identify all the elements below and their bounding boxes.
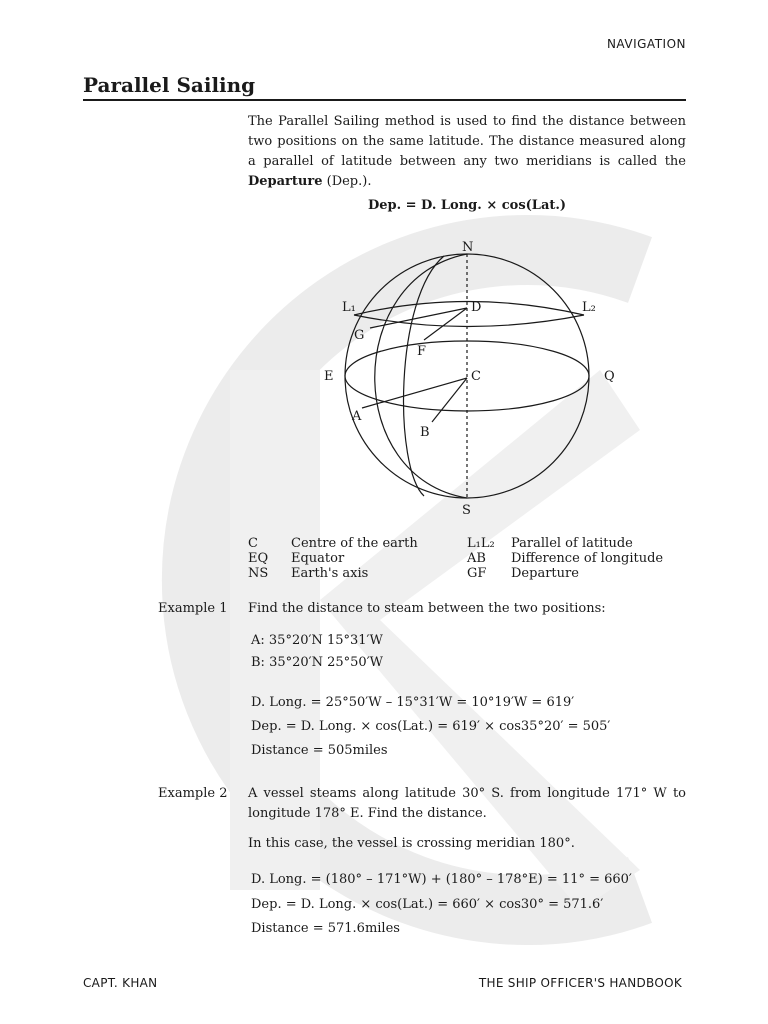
label-C: C: [471, 369, 481, 384]
label-N: N: [462, 240, 474, 255]
line-BC: [432, 378, 467, 422]
legend-left: [248, 536, 418, 581]
example1-question: Find the distance to steam between the two positions:: [248, 601, 606, 616]
line-GD: [370, 308, 467, 328]
legend-desc: Difference of longitude: [511, 551, 664, 566]
example2-dlong: D. Long. = (180° – 171°W) + (180° – 178°E) = 11° = 660′: [251, 872, 632, 887]
label-S: S: [462, 503, 471, 518]
running-head: NAVIGATION: [606, 37, 686, 51]
legend-key: EQ: [248, 551, 269, 566]
example1-dep: Dep. = D. Long. × cos(Lat.) = 619′ × cos35°20′ = 505′: [251, 719, 611, 734]
legend-row: [248, 551, 418, 566]
footer-author: CAPT. KHAN: [83, 976, 158, 990]
section-title: Parallel Sailing: [83, 73, 256, 97]
label-L1: L₁: [342, 300, 356, 315]
sphere-diagram: [314, 238, 620, 520]
legend-desc: Earth's axis: [291, 566, 369, 581]
label-A: A: [352, 409, 362, 424]
legend-right: [467, 536, 663, 581]
legend-row: [467, 551, 663, 566]
legend-row: [248, 536, 418, 551]
title-rule: [83, 99, 686, 101]
example1-position-a: A: 35°20′N 15°31′W: [251, 633, 383, 648]
label-Q: Q: [604, 369, 615, 384]
legend-key: L₁L₂: [467, 536, 495, 551]
legend-row: [248, 566, 418, 581]
departure-term: Departure: [248, 174, 323, 189]
legend-key: AB: [467, 551, 486, 566]
intro-text-end: (Dep.).: [322, 174, 372, 189]
label-G: G: [354, 328, 365, 343]
label-L2: L₂: [582, 300, 596, 315]
legend-desc: Equator: [291, 551, 345, 566]
example1-dlong: D. Long. = 25°50′W – 15°31′W = 10°19′W = 619′: [251, 695, 575, 710]
example2-note: In this case, the vessel is crossing meridian 180°.: [248, 836, 575, 851]
label-B: B: [420, 425, 430, 440]
example2-question: A vessel steams along latitude 30° S. from longitude 171° W to longitude 178° E. Find the distance.: [248, 786, 686, 821]
parallel-back: [354, 302, 584, 316]
example1-position-b: B: 35°20′N 25°50′W: [251, 655, 384, 670]
legend-row: [467, 536, 663, 551]
example2-distance: Distance = 571.6miles: [251, 921, 400, 936]
line-AC: [362, 378, 467, 408]
intro-paragraph: [248, 112, 686, 192]
label-D: D: [471, 300, 482, 315]
label-F: F: [417, 344, 427, 359]
legend-desc: Departure: [511, 566, 579, 581]
intro-text: The Parallel Sailing method is used to find the distance between two positions on the same latitude. The distance measured along a parallel of latitude between any two meridians is called the: [248, 114, 686, 169]
label-E: E: [324, 369, 334, 384]
legend-desc: Parallel of latitude: [511, 536, 633, 551]
meridian-2: [404, 256, 444, 496]
footer-book-title: THE SHIP OFFICER'S HANDBOOK: [478, 976, 682, 990]
example2-label: Example 2: [158, 786, 228, 801]
example2-dep: Dep. = D. Long. × cos(Lat.) = 660′ × cos30° = 571.6′: [251, 897, 604, 912]
legend-key: NS: [248, 566, 269, 581]
legend-key: GF: [467, 566, 487, 581]
legend-key: C: [248, 536, 258, 551]
example1-distance: Distance = 505miles: [251, 743, 388, 758]
departure-formula: Dep. = D. Long. × cos(Lat.): [367, 198, 567, 213]
legend-desc: Centre of the earth: [291, 536, 418, 551]
legend-row: [467, 566, 663, 581]
example1-label: Example 1: [158, 601, 228, 616]
